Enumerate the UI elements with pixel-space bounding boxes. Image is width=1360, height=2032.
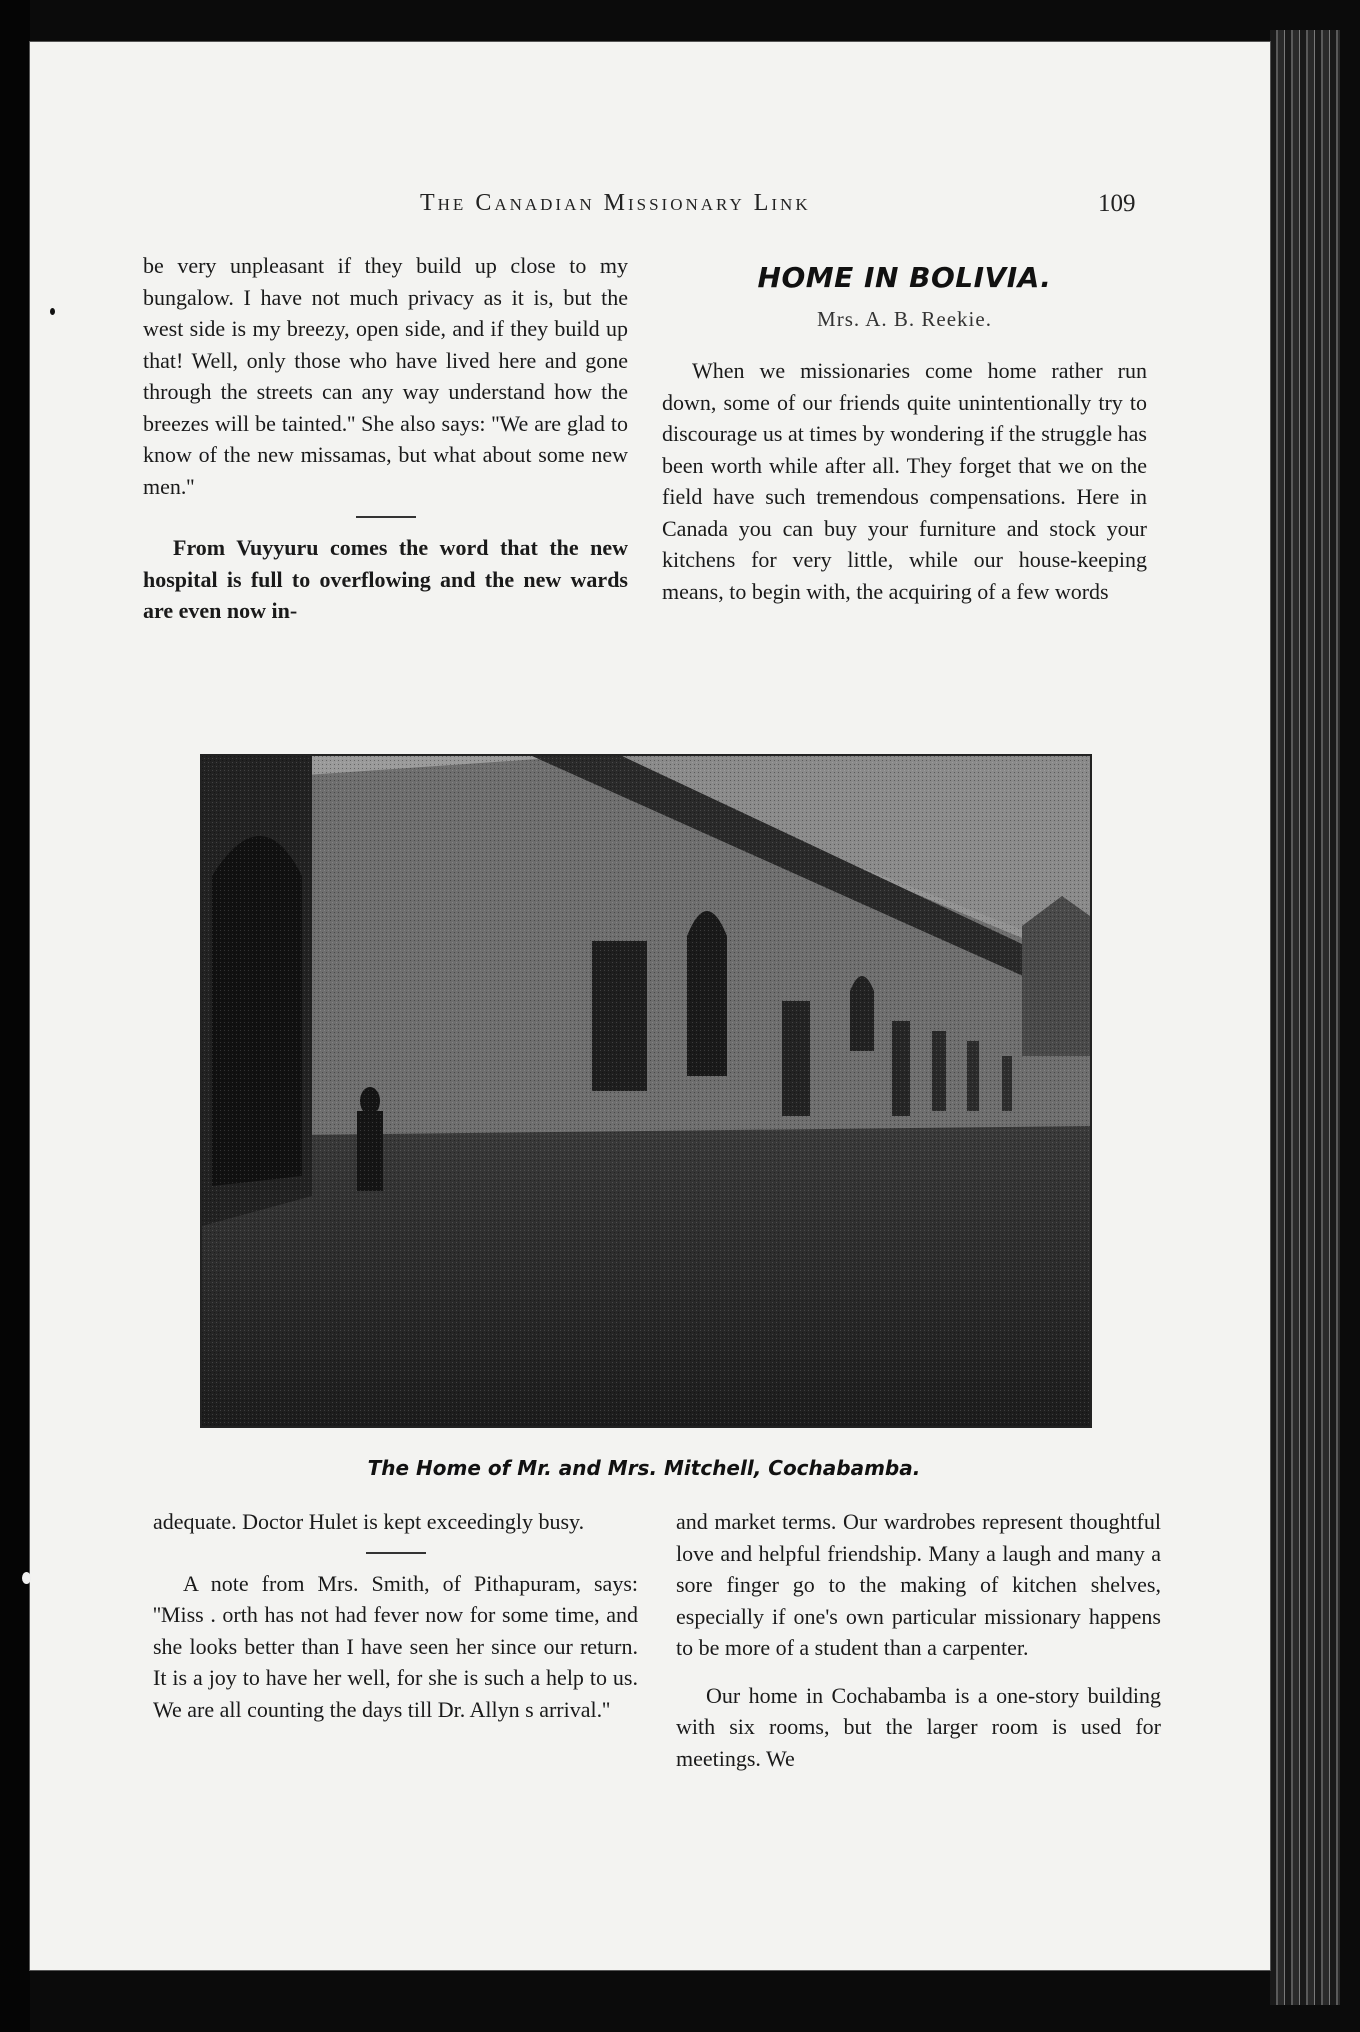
left-column-bottom (153, 1506, 638, 1725)
photo-illustration (202, 756, 1090, 1426)
photograph-street-house (200, 754, 1092, 1428)
page-number: 109 (1098, 190, 1136, 217)
paragraph: When we missionaries come home rather run down, some of our friends quite unintentionally try to discourage us at times by wondering if the struggle has been worth while after all. They forget that we on the field have such tremendous compensations. Here in Canada you can buy your furniture and stock your kitchens for very little, while our house-keeping means, to begin with, the acquiring of a few words (662, 358, 1147, 604)
paragraph: Our home in Cochabamba is a one-story building with six rooms, but the larger room is used for meetings. We (676, 1682, 1161, 1771)
paragraph: adequate. Doctor Hulet is kept exceedingly busy. (153, 1509, 585, 1534)
article-title: HOME IN BOLIVIA. (757, 261, 1052, 294)
article-home-in-bolivia (662, 262, 1147, 607)
paragraph: be very unpleasant if they build up close to my bungalow. I have not much privacy as it is, but the west side is my breezy, open side, and if they build up that! Well, only those who have lived here and gone through the streets can any way understand how the breezes will be tainted.'' She also says: ''We are glad to know of the new missamas, but what about some new men.'' (143, 253, 628, 499)
book-spine-edge (1270, 30, 1340, 2005)
right-column-bottom (676, 1506, 1161, 1774)
article-byline: Mrs. A. B. Reekie. (817, 306, 992, 331)
paragraph: A note from Mrs. Smith, of Pithapuram, says: ''Miss . orth has not had fever now for some time, and she looks better than I have seen her since our return. It is a joy to have her well, for she is such a help to us. We are all counting the days till Dr. Allyn s arrival.'' (153, 1570, 638, 1722)
section-divider (356, 516, 416, 518)
paragraph: From Vuyyuru comes the word that the new hospital is full to overflowing and the new wards are even now in- (143, 535, 628, 623)
running-head: The Canadian Missionary Link (420, 190, 811, 216)
scan-speck (50, 308, 55, 315)
paragraph: and market terms. Our wardrobes represent thoughtful love and helpful friendship. Many a laugh and many a sore finger go to the making of kitchen shelves, especially if one's own particular missionary happens to be more of a student than a carpenter. (676, 1509, 1161, 1660)
scan-left-border (0, 0, 30, 2032)
photo-caption: The Home of Mr. and Mrs. Mitchell, Cochabamba. (367, 1456, 921, 1480)
section-divider (366, 1552, 426, 1554)
scan-speck (22, 1572, 31, 1584)
left-column-top (143, 250, 628, 627)
